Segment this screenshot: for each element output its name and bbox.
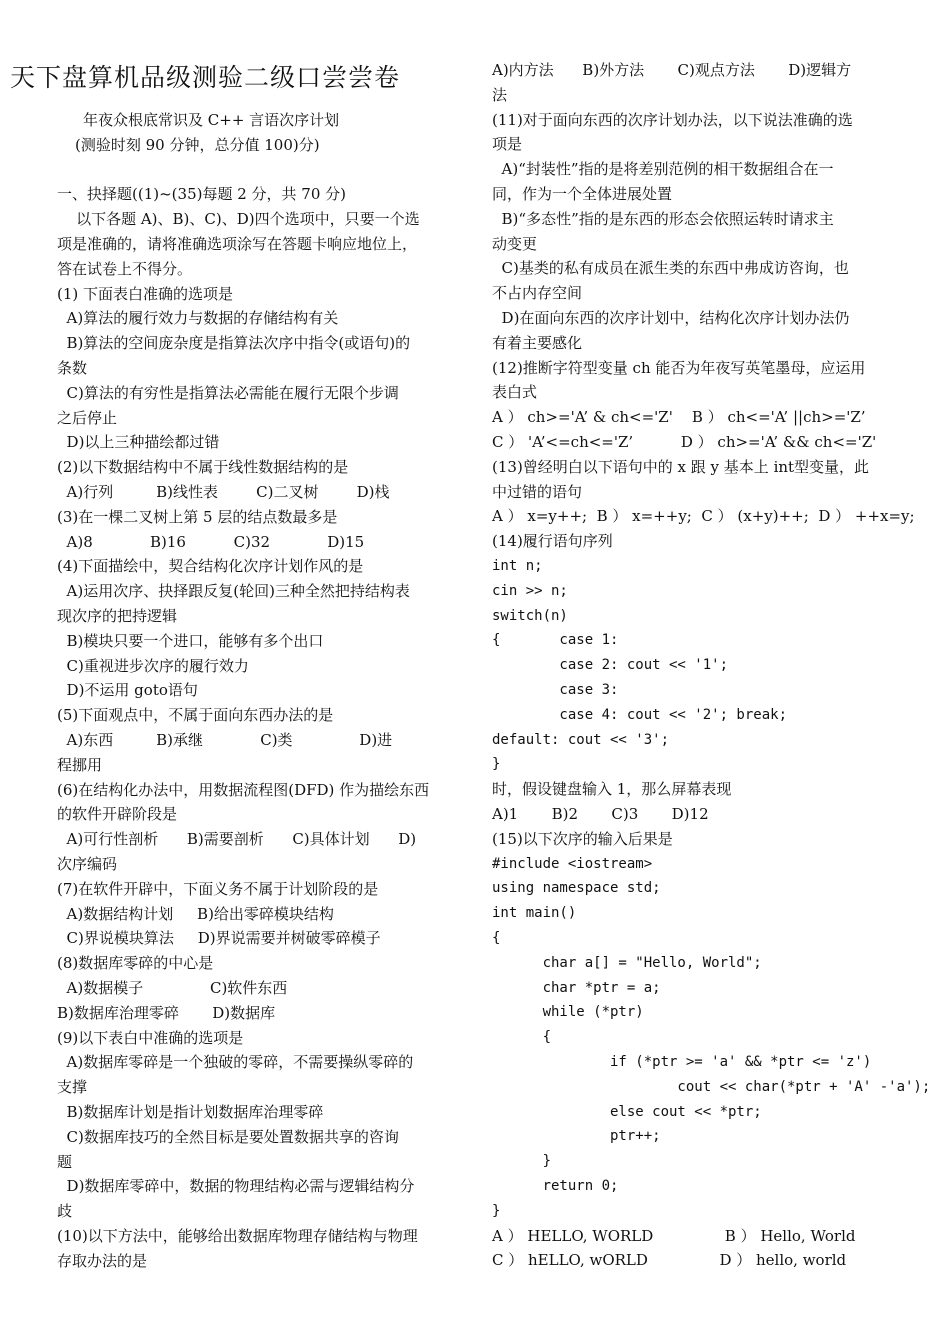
text-line: (11)对于面向东西的次序计划办法，以下说法准确的选	[492, 110, 853, 129]
text-line: 次序编码	[57, 855, 118, 873]
text-line: 年夜众根底常识及 C++ 言语次序计划	[83, 111, 340, 129]
text-line: D)在面向东西的次序计划中，结构化次序计划办法仍	[492, 309, 850, 327]
text-line: (1) 下面表白准确的选项是	[57, 284, 234, 303]
text-line: default: cout << '3';	[492, 731, 670, 748]
text-line: A)数据库零碎是一个独破的零碎，不需要操纵零碎的	[57, 1053, 414, 1072]
text-line: B)数据库计划是指计划数据库治理零碎	[57, 1103, 324, 1121]
text-line: 支撑	[57, 1078, 88, 1097]
exam-title: 天下盘算机品级测验二级口尝尝卷	[10, 63, 401, 92]
text-line: A)数据结构计划 B)给出零碎模块结构	[57, 904, 334, 923]
text-line: 表白式	[492, 383, 538, 402]
text-line: A)“封装性”指的是将差别范例的相干数据组合在一	[492, 160, 834, 179]
text-line: (9)以下表白中准确的选项是	[57, 1028, 244, 1047]
text-line: A)可行性剖析 B)需要剖析 C)具体计划 D)	[57, 830, 417, 849]
text-line: ptr++;	[492, 1128, 661, 1145]
text-line: (测验时刻 90 分钟，总分值 100)分)	[75, 135, 320, 154]
text-line: 的软件开辟阶段是	[57, 805, 178, 824]
text-line: #include <iostream>	[492, 855, 653, 872]
text-line: (5)下面观点中，不属于面向东西办法的是	[57, 706, 334, 725]
text-line: D)以上三种描绘都过错	[57, 433, 220, 452]
text-line: (13)曾经明白以下语句中的 x 跟 y 基本上 int型变量，此	[492, 457, 870, 476]
text-line: return 0;	[492, 1178, 619, 1194]
text-line: 时，假设键盘输入 1，那么屏幕表现	[492, 780, 732, 799]
text-line: int n;	[492, 558, 543, 574]
text-line: 歧	[57, 1202, 73, 1221]
text-line: (14)履行语句序列	[492, 532, 613, 551]
text-line: A ） x=y++; B ） x=++y; C ） (x+y)++; D ） ++x=y;	[492, 507, 915, 526]
text-line: (6)在结构化办法中，用数据流程图(DFD) 作为描绘东西	[57, 780, 430, 799]
text-line: C)算法的有穷性是指算法必需能在履行无限个步调	[57, 383, 399, 402]
text-line: {	[492, 930, 501, 946]
text-line: 同，作为一个全体进展处置	[492, 185, 673, 203]
text-line: 程挪用	[57, 755, 103, 774]
text-line: 题	[57, 1152, 73, 1171]
text-line: 项是	[492, 135, 523, 154]
text-line: (3)在一棵二叉树上第 5 层的结点数最多是	[57, 507, 338, 526]
text-line: 动变更	[492, 234, 538, 253]
text-line: 中过错的语句	[492, 482, 583, 501]
text-line: }	[492, 756, 501, 773]
text-line: A)行列 B)线性表 C)二叉树 D)栈	[57, 483, 390, 501]
text-line: switch(n)	[492, 607, 568, 624]
text-line: (7)在软件开辟中，下面义务不属于计划阶段的是	[57, 879, 379, 898]
text-line: B)“多态性”指的是东西的形态会依照运转时请求主	[492, 209, 834, 228]
text-line: A ） ch>='A’ & ch<='Z' B ） ch<='A’ ||ch>='Z’	[492, 408, 866, 427]
text-line: A)算法的履行效力与数据的存储结构有关	[57, 309, 339, 328]
text-line: 法	[492, 85, 508, 104]
text-line: cin >> n;	[492, 582, 568, 599]
text-line: else cout << *ptr;	[492, 1103, 762, 1120]
text-line: case 2: cout << '1';	[492, 657, 729, 674]
text-line: { case 1:	[492, 632, 619, 649]
text-line: C)基类的私有成员在派生类的东西中弗成访咨询，也	[492, 259, 849, 278]
text-line: A)内方法 B)外方法 C)观点方法 D)逻辑方	[492, 61, 852, 79]
text-line: 以下各题 A)、B)、C)、D)四个选项中，只要一个选	[57, 210, 420, 229]
text-line: 之后停止	[57, 408, 118, 427]
text-line: 项是准确的，请将准确选项涂写在答题卡响应地位上，	[57, 235, 418, 253]
text-line: 现次序的把持逻辑	[57, 607, 178, 625]
text-line: C ） 'A’<=ch<='Z’ D ） ch>='A’ && ch<='Z'	[492, 433, 877, 451]
text-line: A)8 B)16 C)32 D)15	[57, 532, 365, 551]
text-line: 条数	[57, 359, 88, 377]
text-line: C)界说模块算法 D)界说需要并树破零碎模子	[57, 929, 381, 948]
text-line: }	[492, 1202, 501, 1219]
text-line: if (*ptr >= 'a' && *ptr <= 'z')	[492, 1054, 872, 1070]
text-line: B)算法的空间庞杂度是指算法次序中指令(或语句)的	[57, 334, 411, 353]
text-line: D)数据库零碎中，数据的物理结构必需与逻辑结构分	[57, 1177, 415, 1196]
text-line: (8)数据库零碎的中心是	[57, 954, 214, 973]
text-line: B)数据库治理零碎 D)数据库	[57, 1003, 276, 1022]
text-line: char *ptr = a;	[492, 979, 661, 996]
text-line: A ） HELLO, WORLD B ） Hello, World	[492, 1226, 856, 1245]
text-line: 不占内存空间	[492, 284, 583, 303]
text-line: (10)以下方法中，能够给出数据库物理存储结构与物理	[57, 1227, 418, 1245]
text-line: (15)以下次序的输入后果是	[492, 829, 673, 848]
text-line: C)重视进步次序的履行效力	[57, 656, 249, 675]
text-line: }	[492, 1153, 552, 1170]
text-line: (12)推断字符型变量 ch 能否为年夜写英笔墨母，应运用	[492, 358, 866, 377]
text-line: A)数据模子 C)软件东西	[57, 979, 288, 997]
text-line: int main()	[492, 905, 577, 922]
text-line: using namespace std;	[492, 880, 661, 897]
text-line: cout << char(*ptr + 'A' -'a');	[492, 1078, 931, 1095]
text-line: (4)下面描绘中，契合结构化次序计划作风的是	[57, 557, 364, 576]
text-line: 有着主要感化	[492, 333, 583, 352]
text-line: C)数据库技巧的全然目标是要处置数据共享的咨询	[57, 1127, 399, 1146]
text-line: while (*ptr)	[492, 1004, 644, 1021]
text-line: 答在试卷上不得分。	[57, 259, 193, 278]
text-line: 存取办法的是	[57, 1251, 148, 1270]
text-line: (2)以下数据结构中不属于线性数据结构的是	[57, 458, 349, 477]
text-line: 一、抉择题((1)~(35)每题 2 分，共 70 分)	[57, 185, 347, 204]
text-line: case 3:	[492, 682, 619, 698]
text-line: {	[492, 1029, 552, 1046]
text-line: D)不运用 goto语句	[57, 681, 198, 700]
text-line: A)1 B)2 C)3 D)12	[492, 805, 709, 823]
text-line: A)运用次序、抉择跟反复(轮回)三种全然把持结构表	[57, 582, 410, 601]
text-line: case 4: cout << '2'; break;	[492, 706, 788, 723]
text-line: C ） hELLO, wORLD D ） hello, world	[492, 1251, 847, 1270]
text-line: A)东西 B)承继 C)类 D)进	[57, 731, 393, 749]
text-line: B)模块只要一个进口，能够有多个出口	[57, 631, 324, 650]
text-line: char a[] = "Hello, World";	[492, 954, 762, 971]
